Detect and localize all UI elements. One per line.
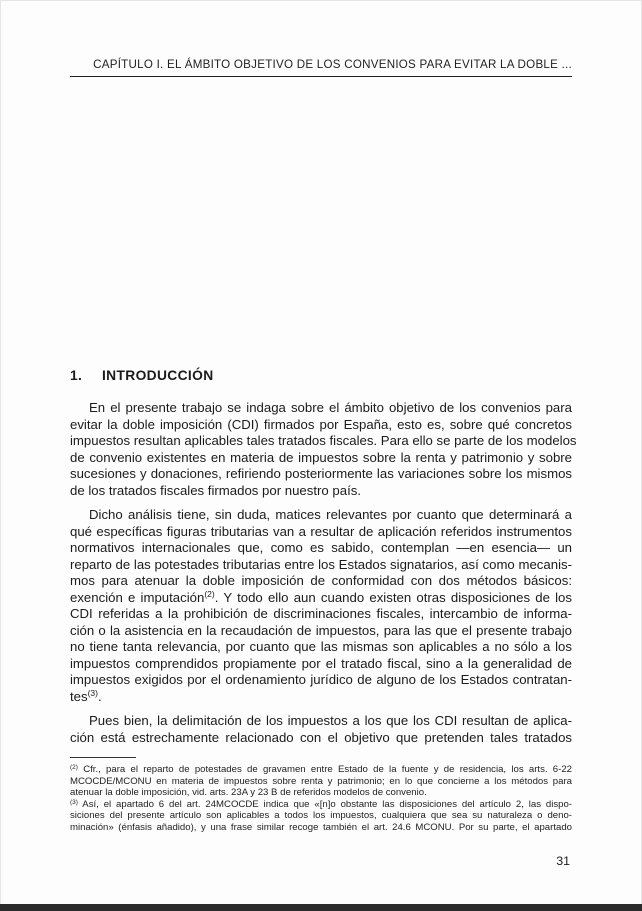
text-segment: . Y todo ello aun cuando existen otras disposiciones de los <box>214 589 572 605</box>
text-line <box>70 590 572 607</box>
text-line: evitar la doble imposición (CDI) firmados por España, esto es, sobre qué concretos <box>70 416 572 432</box>
footnote-3 <box>70 799 572 834</box>
footnote-line: minación» (énfasis añadido), y una frase similar recoge también el art. 24.6 MCONU. Por su parte, el apartado <box>70 821 572 833</box>
text-line: impuestos resultan aplicables tales tratados fiscales. Para ello se parte de los modelos <box>70 433 577 448</box>
section-heading <box>70 368 214 383</box>
text-line: no tiene tanta relevancia, por cuanto que las mismas son aplicables a no sólo a los <box>70 639 572 654</box>
footnote-line <box>70 764 572 776</box>
running-header: CAPÍTULO I. EL ÁMBITO OBJETIVO DE LOS CONVENIOS PARA EVITAR LA DOBLE ... <box>93 58 572 71</box>
page-number: 31 <box>556 854 570 868</box>
paragraph-1 <box>70 400 577 499</box>
text-segment: exención e imputación <box>70 589 205 605</box>
text-line: CDI referidas a la prohibición de discriminaciones fiscales, intercambio de informa- <box>70 606 572 621</box>
footnote-line: MCOCDE/MCONU en materia de impuestos sobre renta y patrimonio; en lo que concierne a los métodos para <box>70 775 572 787</box>
footnote-line: atenuar la doble imposición, vid. arts. 23A y 23 B de referidos modelos de convenio. <box>70 787 427 799</box>
text-line: impuestos exigidos por el ordenamiento jurídico de alguno de los Estados contratan- <box>70 672 572 687</box>
text-line: reparto de las potestades tributarias entre los Estados signatarios, así como mecanis- <box>70 556 572 572</box>
text-line: ción está estrechamente relacionado con el objetivo que pretenden tales tratados <box>70 729 572 745</box>
section-number: 1. <box>70 368 83 383</box>
footnote-line <box>70 799 572 811</box>
section-title-text: INTRODUCCIÓN <box>102 368 214 383</box>
text-line: de convenio existentes en materia de impuestos sobre la renta y patrimonio y sobre <box>70 449 572 465</box>
text-segment: tes <box>70 688 88 704</box>
footnote-ref-2[interactable]: (2) <box>204 588 215 599</box>
body-text <box>70 400 577 754</box>
text-line: mos para atenuar la doble imposición de conformidad con dos métodos básicos: <box>70 573 572 588</box>
text-segment: Cfr., para el reparto de potestades de gravamen entre Estado de la fuente y de residencia, los arts. 6-22 <box>77 764 572 775</box>
text-line: normativos internacionales que, como es sabido, contemplan —en esencia— un <box>70 540 572 555</box>
text-line: sucesiones y donaciones, refiriendo posteriormente las variaciones sobre los mismos <box>70 466 572 481</box>
text-line: En el presente trabajo se indaga sobre el ámbito objetivo de los convenios para <box>89 400 572 415</box>
header-rule <box>70 76 572 77</box>
text-line: de los tratados fiscales firmados por nuestro país. <box>70 482 362 498</box>
text-line: Dicho análisis tiene, sin duda, matices relevantes por cuanto que determinará a <box>89 507 572 522</box>
footnote-marker: (2) <box>70 764 78 771</box>
text-line: ción o la asistencia en la recaudación de impuestos, para las que el presente trabajo <box>70 622 572 638</box>
text-line: Pues bien, la delimitación de los impuestos a los que los CDI resultan de aplica- <box>89 713 572 728</box>
paragraph-3 <box>70 713 572 746</box>
footnote-line: siciones del presente artículo son aplicables a todos los impuestos, cualquiera que sea su naturaleza o deno- <box>70 810 572 822</box>
text-segment: . <box>97 688 102 704</box>
footnote-marker: (3) <box>70 798 78 806</box>
footnotes <box>70 764 572 834</box>
text-segment: Así, el apartado 6 del art. 24MCOCDE indica que «[n]o obstante las disposiciones del artículo 2, las dispo- <box>77 798 572 810</box>
paragraph-2 <box>70 507 572 705</box>
footnote-ref-3[interactable]: (3) <box>87 687 98 698</box>
footnote-rule <box>70 757 136 758</box>
text-line <box>70 689 572 706</box>
viewer-bottom-edge <box>0 904 642 911</box>
text-line: qué específicas figuras tributarias van a resultar de aplicación referidos instrumentos <box>70 523 572 539</box>
footnote-2 <box>70 764 572 799</box>
text-line: impuestos comprendidos propiamente por el tratado fiscal, sino a la generalidad de <box>70 655 572 671</box>
